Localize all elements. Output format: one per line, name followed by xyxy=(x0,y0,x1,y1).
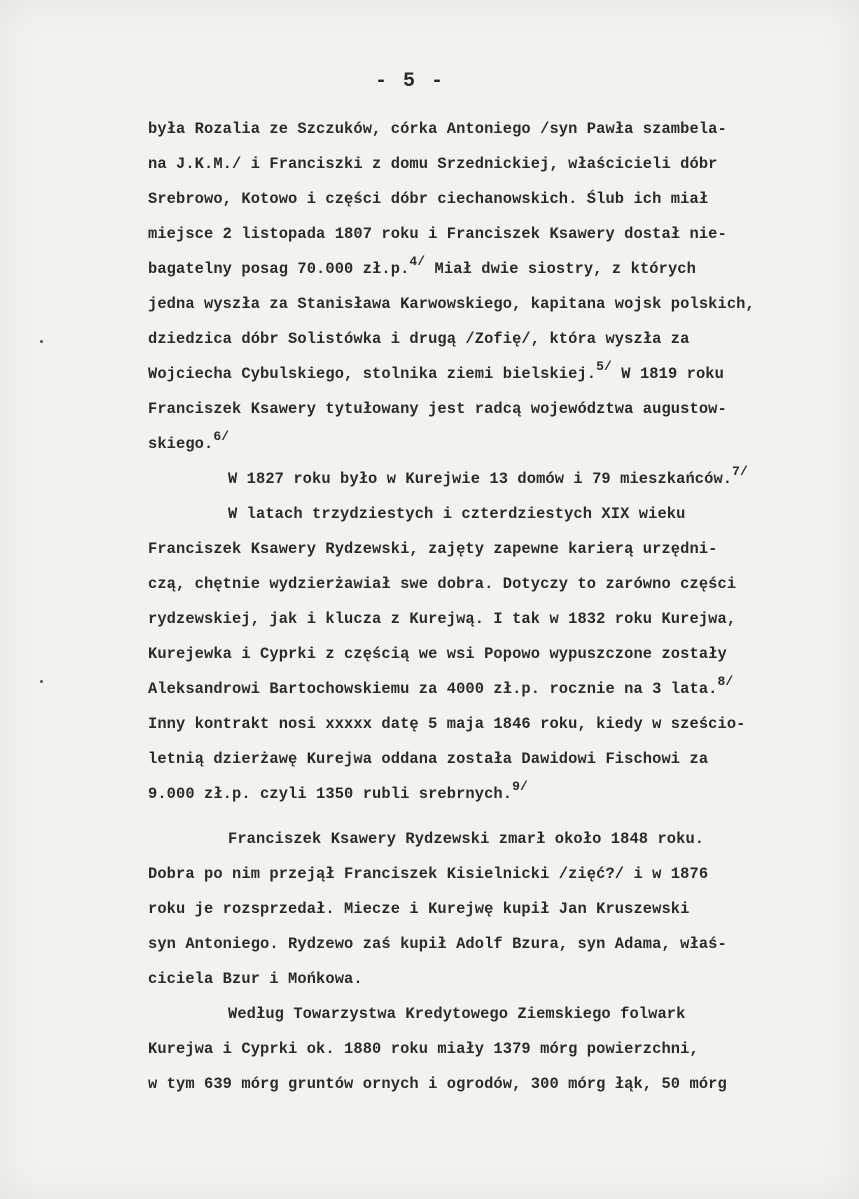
paragraph-gap xyxy=(148,812,838,822)
paragraph-3 xyxy=(148,497,838,812)
text-line: bagatelny posag 70.000 zł.p.$^{4/}$ Miał dwie siostry, z których xyxy=(148,253,696,278)
text-line: Srebrowo, Kotowo i części dóbr ciechanowskich. Ślub ich miał xyxy=(148,190,709,208)
text-line: Franciszek Ksawery Rydzewski zmarł około 1848 roku. xyxy=(228,830,705,848)
text-line: W latach trzydziestych i czterdziestych XIX wieku xyxy=(228,505,686,523)
text-line: dziedzica dóbr Solistówka i drugą /Zofię/, która wyszła za xyxy=(148,330,690,348)
footnote-ref: 8/ xyxy=(717,673,734,689)
text-line: syn Antoniego. Rydzewo zaś kupił Adolf Bzura, syn Adama, właś- xyxy=(148,935,727,953)
text-line: była Rozalia ze Szczuków, córka Antoniego /syn Pawła szambela- xyxy=(148,120,727,138)
footnote-ref: 9/ xyxy=(512,778,528,794)
paper-speck xyxy=(40,680,43,683)
text-line: Dobra po nim przejął Franciszek Kisielnicki /zięć?/ i w 1876 xyxy=(148,865,709,883)
text-line: skiego.$^{6/}$ xyxy=(148,428,230,453)
footnote-ref: 6/ xyxy=(213,428,230,444)
paragraph-5 xyxy=(148,997,838,1102)
footnote-ref: 5/ xyxy=(596,358,612,374)
text-line: Franciszek Ksawery Rydzewski, zajęty zapewne karierą urzędni- xyxy=(148,540,718,558)
text-line: czą, chętnie wydzierżawiał swe dobra. Dotyczy to zarówno części xyxy=(148,575,737,593)
text-line: Aleksandrowi Bartochowskiemu za 4000 zł.p. rocznie na 3 lata.$^{8/}$ xyxy=(148,673,734,698)
paragraph-2 xyxy=(148,462,838,497)
text-line: Kurejewka i Cyprki z częścią we wsi Popowo wypuszczone zostały xyxy=(148,645,727,663)
page-number: - 5 - xyxy=(374,70,445,93)
footnote-ref: 7/ xyxy=(732,463,748,479)
text-line: miejsce 2 listopada 1807 roku i Franciszek Ksawery dostał nie- xyxy=(148,225,727,243)
text-line: Według Towarzystwa Kredytowego Ziemskiego folwark xyxy=(228,1005,686,1023)
paragraph-4 xyxy=(148,822,838,997)
paragraph-1 xyxy=(148,112,838,462)
text-line: ciciela Bzur i Mońkowa. xyxy=(148,970,363,988)
paper-speck xyxy=(40,340,43,343)
text-line: W 1827 roku było w Kurejwie 13 domów i 79 mieszkańców.$^{7/}$ xyxy=(228,463,748,488)
text-line: jedna wyszła za Stanisława Karwowskiego, kapitana wojsk polskich, xyxy=(148,295,755,313)
text-line: Inny kontrakt nosi xxxxx datę 5 maja 1846 roku, kiedy w sześcio- xyxy=(148,715,746,733)
text-line: rydzewskiej, jak i klucza z Kurejwą. I tak w 1832 roku Kurejwa, xyxy=(148,610,737,628)
text-line: roku je rozsprzedał. Miecze i Kurejwę kupił Jan Kruszewski xyxy=(148,900,690,918)
text-line: Kurejwa i Cyprki ok. 1880 roku miały 1379 mórg powierzchni, xyxy=(148,1040,699,1058)
text-line: Franciszek Ksawery tytułowany jest radcą województwa augustow- xyxy=(148,400,727,418)
text-line: na J.K.M./ i Franciszki z domu Srzednickiej, właścicieli dóbr xyxy=(148,155,718,173)
text-line: letnią dzierżawę Kurejwa oddana została Dawidowi Fischowi za xyxy=(148,750,709,768)
footnote-ref: 4/ xyxy=(409,253,426,269)
text-line: 9.000 zł.p. czyli 1350 rubli srebrnych.$^{9/}$ xyxy=(148,778,528,803)
text-line: Wojciecha Cybulskiego, stolnika ziemi bielskiej.$^{5/}$ W 1819 roku xyxy=(148,358,724,383)
text-line: w tym 639 mórg gruntów ornych i ogrodów, 300 mórg łąk, 50 mórg xyxy=(148,1075,727,1093)
document-body xyxy=(148,112,838,1102)
